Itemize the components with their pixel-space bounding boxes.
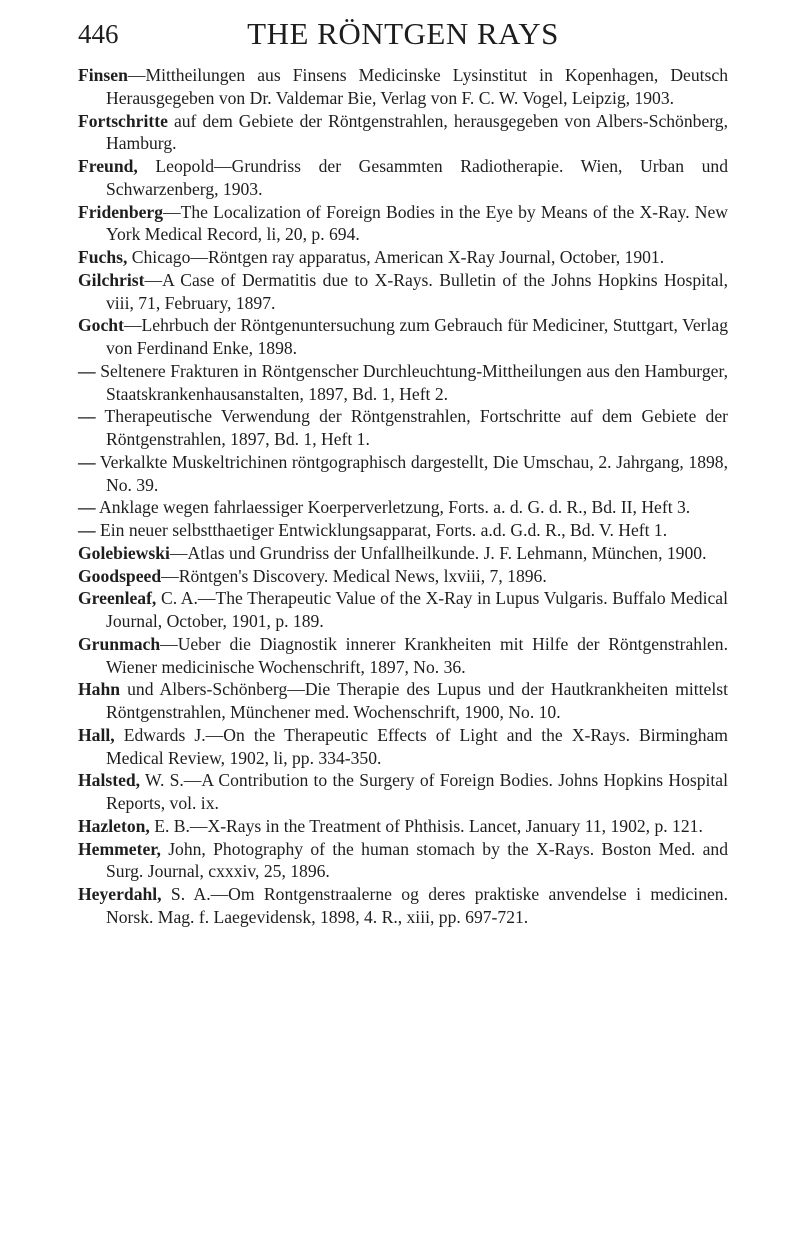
entry-author: Freund, (78, 156, 138, 176)
entry-author: Halsted, (78, 770, 141, 791)
entry-text: C. A.—The Therapeutic Value of the X-Ray in Lupus Vulgaris. Buffalo Medical Journal, October, 1901, p. 189. (106, 588, 728, 631)
entry-text: John, Photography of the human stomach by the X-Rays. Boston Med. and Surg. Journal, cxxxiv, 25, 1896. (106, 838, 728, 882)
entry-text: Verkalkte Muskeltrichinen röntgographisch dargestellt, Die Umschau, 2. Jahrgang, 1898, No. 39. (95, 451, 728, 495)
bibliography-entry (78, 246, 728, 269)
entry-author: Golebiewski (78, 542, 170, 563)
bibliography-entry (78, 565, 728, 588)
entry-text: Therapeutische Verwendung der Röntgenstrahlen, Fortschritte auf dem Gebiete der Röntgenstrahlen, 1897, Bd. 1, Heft 1. (95, 406, 728, 449)
entry-author: — (78, 451, 96, 472)
bibliography-entry (78, 883, 728, 929)
entry-author: Fridenberg (78, 201, 164, 222)
bibliography-entry (78, 633, 728, 679)
entry-text: W. S.—A Contribution to the Surgery of Foreign Bodies. Johns Hopkins Hospital Reports, vol. ix. (106, 770, 728, 813)
entry-author: Hazleton, (78, 815, 150, 836)
bibliography-entry (78, 64, 728, 110)
entry-author: Hahn (78, 679, 121, 700)
bibliography-list (78, 64, 728, 929)
bibliography-entry (78, 496, 728, 519)
page-number: 446 (78, 19, 119, 49)
bibliography-entry (78, 815, 728, 838)
entry-text: S. A.—Om Rontgenstraalerne og deres praktiske anvendelse i medicinen. Norsk. Mag. f. Laegevidensk, 1898, 4. R., xiii, pp. 697-721. (106, 884, 728, 927)
entry-text: Chicago—Röntgen ray apparatus, American X-Ray Journal, October, 1901. (127, 247, 665, 267)
bibliography-entry (78, 405, 728, 451)
entry-text: —Lehrbuch der Röntgenuntersuchung zum Gebrauch für Mediciner, Stuttgart, Verlag von Ferdinand Enke, 1898. (106, 315, 728, 358)
entry-author: — (78, 520, 96, 540)
entry-text: Edwards J.—On the Therapeutic Effects of Light and the X-Rays. Birmingham Medical Review, 1902, li, pp. 334-350. (106, 724, 728, 768)
bibliography-entry (78, 542, 728, 565)
bibliography-entry (78, 269, 728, 315)
entry-text: auf dem Gebiete der Röntgenstrahlen, herausgegeben von Albers-Schönberg, Hamburg. (106, 110, 728, 154)
entry-author: Fuchs, (78, 247, 128, 267)
bibliography-entry (78, 451, 728, 497)
entry-author: Goodspeed (78, 565, 162, 586)
entry-author: Gilchrist (78, 269, 145, 290)
entry-text: Seltenere Frakturen in Röntgenscher Durchleuchtung-Mittheilungen aus den Hamburger, Staatskrankenhausanstalten, 1897, Bd. 1, Heft 2. (95, 360, 728, 404)
entry-author: Fortschritte (78, 110, 168, 131)
entry-author: Gocht (78, 315, 124, 336)
entry-text: —Ueber die Diagnostik innerer Krankheiten mit Hilfe der Röntgenstrahlen. Wiener medicinische Wochenschrift, 1897, No. 36. (106, 633, 728, 677)
entry-author: Heyerdahl, (78, 884, 162, 904)
entry-text: Anklage wegen fahrlaessiger Koerperverletzung, Forts. a. d. G. d. R., Bd. II, Heft 3. (95, 497, 691, 518)
bibliography-entry (78, 678, 728, 724)
entry-text: —A Case of Dermatitis due to X-Rays. Bulletin of the Johns Hopkins Hospital, viii, 71, February, 1897. (106, 269, 728, 313)
entry-author: Hemmeter, (78, 838, 161, 859)
bibliography-entry (78, 769, 728, 815)
entry-text: und Albers-Schönberg—Die Therapie des Lupus und der Hautkrankheiten mittelst Röntgenstrahlen, Münchener med. Wochenschrift, 1900, No. 10. (106, 679, 728, 722)
bibliography-entry (78, 201, 728, 247)
entry-author: Hall, (78, 724, 115, 745)
bibliography-entry (78, 110, 728, 156)
bibliography-entry (78, 838, 728, 884)
entry-text: —Atlas und Grundriss der Unfallheilkunde. J. F. Lehmann, München, 1900. (169, 542, 707, 563)
entry-text: Ein neuer selbstthaetiger Entwicklungsapparat, Forts. a.d. G.d. R., Bd. V. Heft 1. (95, 520, 668, 540)
entry-author: Greenleaf, (78, 588, 157, 609)
entry-text: E. B.—X-Rays in the Treatment of Phthisis. Lancet, January 11, 1902, p. 121. (149, 815, 703, 836)
entry-author: — (78, 497, 96, 518)
entry-author: Grunmach (78, 633, 161, 654)
bibliography-entry (78, 314, 728, 360)
bibliography-entry (78, 360, 728, 406)
entry-author: Finsen (78, 65, 128, 85)
entry-text: —Röntgen's Discovery. Medical News, lxviii, 7, 1896. (161, 565, 547, 586)
running-title: THE RÖNTGEN RAYS (247, 16, 559, 51)
bibliography-entry (78, 519, 728, 542)
entry-author: — (78, 360, 96, 381)
entry-text: Leopold—Grundriss der Gesammten Radiotherapie. Wien, Urban und Schwarzenberg, 1903. (106, 156, 728, 199)
entry-author: — (78, 406, 96, 427)
bibliography-entry (78, 587, 728, 633)
page-header (78, 14, 728, 54)
entry-text: —Mittheilungen aus Finsens Medicinske Lysinstitut in Kopenhagen, Deutsch Herausgegeben von Dr. Valdemar Bie, Verlag von F. C. W. Vogel, Leipzig, 1903. (106, 65, 728, 108)
bibliography-entry (78, 155, 728, 201)
bibliography-entry (78, 724, 728, 770)
entry-text: —The Localization of Foreign Bodies in the Eye by Means of the X-Ray. New York Medical Record, li, 20, p. 694. (106, 201, 728, 245)
